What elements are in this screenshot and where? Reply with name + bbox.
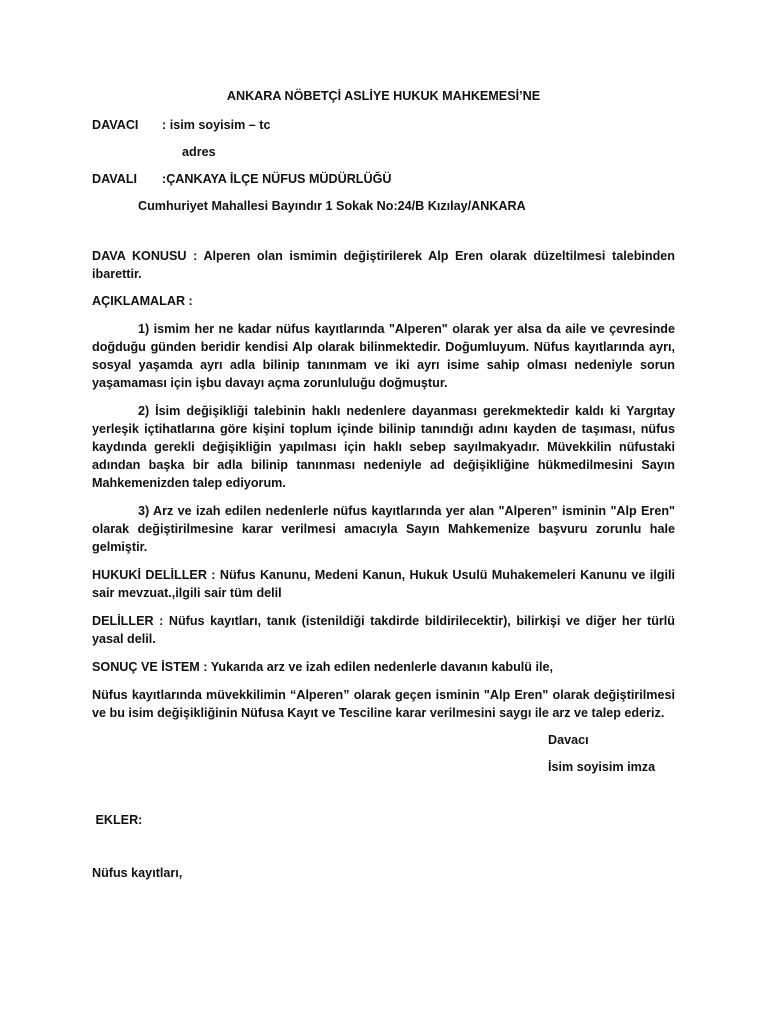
case-subject: DAVA KONUSU : Alperen olan ismimin değiştirilerek Alp Eren olarak düzeltilmesi talebinden ibarettir. (92, 249, 675, 281)
plaintiff-value: : isim soyisim – tc (162, 118, 271, 132)
defendant-label: DAVALI (92, 172, 138, 186)
evidence: DELİLLER : Nüfus kayıtları, tanık (istenildiği takdirde bildirilecektir), bilirkişi ve diğer her türlü yasal delil. (92, 614, 675, 646)
explanation-item: 1) ismim her ne kadar nüfus kayıtlarında "Alperen" olarak yer alsa da aile ve çevresinde doğduğu günden beridir kendisi Alp olarak bilinmektedir. Doğumluyum. Nüfus kayıtlarında ayrı, sosyal yaşamda ayrı adla bilinip tanınmam ve iki ayrı isime sahip olması nedeniyle sorun yaşamaması için işbu davayı açma zorunluluğu doğmuştur. (92, 322, 675, 390)
attachments-label: EKLER: (92, 813, 143, 827)
legal-evidence: HUKUKİ DELİLLER : Nüfus Kanunu, Medeni Kanun, Hukuk Usulü Muhakemeleri Kanunu ve ilgili sair mevzuat.,ilgili sair tüm delil (92, 568, 675, 600)
petition-document (92, 88, 675, 882)
plaintiff-address: adres (182, 145, 216, 159)
attachment-item: Nüfus kayıtları, (92, 866, 183, 880)
defendant-value: :ÇANKAYA İLÇE NÜFUS MÜDÜRLÜĞÜ (162, 172, 392, 186)
plaintiff-label: DAVACI (92, 118, 139, 132)
spacer (92, 225, 675, 247)
defendant-address: Cumhuriyet Mahallesi Bayındır 1 Sokak No:24/B Kızılay/ANKARA (138, 199, 526, 213)
request: Nüfus kayıtlarında müvekkilimin “Alperen” olarak geçen isminin "Alp Eren" olarak değiştirilmesi ve bu isim değişikliğinin Nüfusa Kayıt ve Tesciline karar verilmesini saygı ile arz ve talep ederiz. (92, 688, 675, 720)
defendant-row (92, 171, 675, 188)
court-heading: ANKARA NÖBETÇİ ASLİYE HUKUK MAHKEMESİ’NE (226, 89, 541, 103)
signature-name: İsim soyisim imza (548, 760, 656, 774)
plaintiff-row (92, 117, 675, 134)
explanations-heading: AÇIKLAMALAR : (92, 294, 193, 308)
conclusion: SONUÇ VE İSTEM : Yukarıda arz ve izah edilen nedenlerle davanın kabulü ile, (92, 660, 553, 674)
explanation-item: 2) İsim değişikliği talebinin haklı nedenlere dayanması gerekmektedir kaldı ki Yargıtay yerleşik içtihatlarına göre kişini toplum içinde bilinip tanındığı adını kayden de taşıması, nüfus kaydında gerekli değişikliğin yapılması için haklı sebep sayılmakyadır. Müvekkilin nüfustaki adından başka bir adla bilinip tanınması nedeniyle ad değişikliğine hükmedilmesini Sayın Mahkemenizden talep ediyorum. (92, 404, 675, 490)
signature-role: Davacı (548, 733, 589, 747)
explanation-item: 3) Arz ve izah edilen nedenlerle nüfus kayıtlarında yer alan "Alperen” isminin "Alp Eren" olarak değiştirilmesine karar verilmesi amacıyla Sayın Mahkemenize başvuru zorunlu hale gelmiştir. (92, 504, 675, 554)
